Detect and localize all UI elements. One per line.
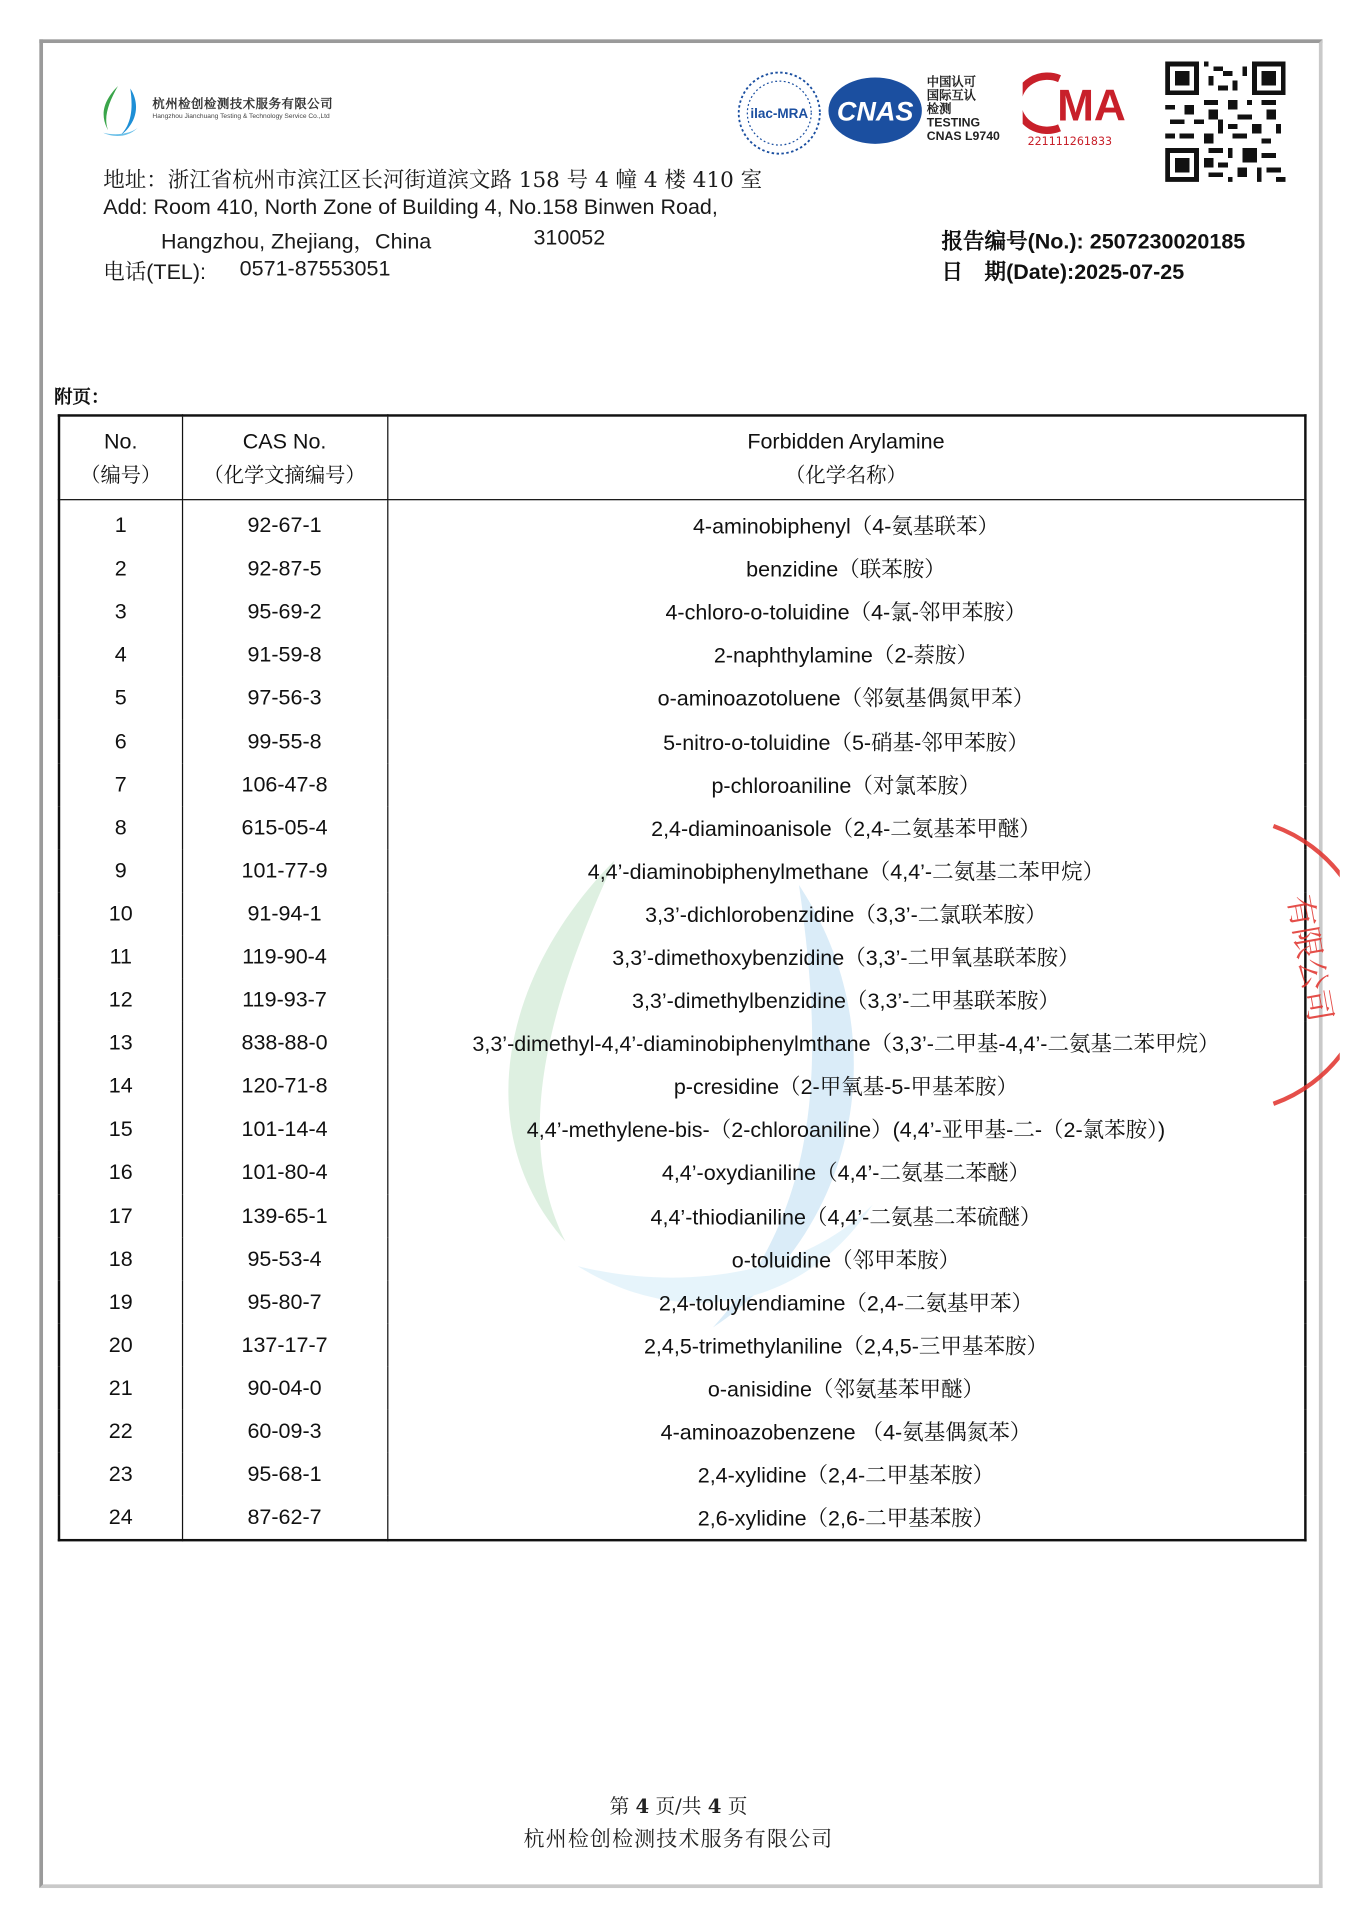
table-row — [59, 1108, 1305, 1151]
cma-label: MA — [1057, 81, 1126, 131]
table-row — [59, 1324, 1305, 1367]
table-row — [59, 935, 1305, 978]
cell-cas: 60-09-3 — [182, 1410, 387, 1453]
page-current: 4 — [635, 1794, 650, 1818]
table-row — [59, 1237, 1305, 1280]
report-number-value: 2507230020185 — [1089, 228, 1246, 254]
cnas-text-line: 中国认可 — [926, 76, 976, 90]
cell-name: 2,4-toluylendiamine（2,4-二氨基甲苯） — [658, 1290, 1034, 1315]
cell-name: 3,3’-dimethylbenzidine（3,3’-二甲基联苯胺） — [631, 988, 1060, 1013]
cell-cas: 106-47-8 — [182, 763, 387, 806]
cell-no: 9 — [59, 849, 182, 892]
report-number-label: 报告编号(No.): — [941, 228, 1084, 254]
cell-cas: 119-93-7 — [182, 978, 387, 1021]
cell-no: 17 — [59, 1194, 182, 1237]
cell-cas: 101-77-9 — [182, 849, 387, 892]
postcode: 310052 — [533, 224, 606, 250]
cell-cas: 615-05-4 — [182, 806, 387, 849]
cell-no: 24 — [59, 1496, 182, 1540]
cell-name: 5-nitro-o-toluidine（5-硝基-邻甲苯胺） — [663, 729, 1029, 755]
cnas-text-line: TESTING — [926, 116, 981, 131]
table-row — [59, 677, 1305, 720]
cell-name: 2,4,5-trimethylaniline（2,4,5-三甲基苯胺） — [643, 1333, 1048, 1359]
cell-name: 2,4-diaminoanisole（2,4-二氨基苯甲醚） — [651, 815, 1041, 841]
header-name — [387, 415, 1305, 499]
cell-no: 3 — [59, 590, 182, 633]
cell-no: 11 — [59, 935, 182, 978]
address-en-line1: Add: Room 410, North Zone of Building 4, No.158 Binwen Road, — [103, 194, 718, 219]
cell-no: 6 — [59, 720, 182, 763]
cell-name: 2,4-xylidine（2,4-二甲基苯胺） — [697, 1462, 995, 1488]
cell-cas: 137-17-7 — [182, 1324, 387, 1367]
cell-name: o-toluidine（邻甲苯胺） — [731, 1247, 961, 1272]
cnas-label: CNAS — [836, 96, 914, 127]
cell-name: 3,3’-dichlorobenzidine（3,3’-二氯联苯胺） — [645, 902, 1047, 927]
header-cas-cn: （化学文摘编号） — [203, 462, 366, 487]
cell-cas: 87-62-7 — [182, 1496, 387, 1540]
company-seal-stamp — [1241, 811, 1339, 1118]
cell-no: 16 — [59, 1151, 182, 1194]
cell-name: benzidine（联苯胺） — [746, 556, 946, 582]
header-name-cn: （化学名称） — [785, 462, 907, 487]
cell-name: 3,3’-dimethoxybenzidine（3,3’-二甲氧基联苯胺） — [612, 945, 1080, 970]
cell-cas: 95-80-7 — [182, 1280, 387, 1323]
cell-cas: 91-59-8 — [182, 633, 387, 676]
page-total: 4 — [707, 1794, 722, 1818]
table-row — [59, 1367, 1305, 1410]
table-row — [59, 806, 1305, 849]
header-cas-en: CAS No. — [242, 428, 327, 453]
table-row — [59, 1065, 1305, 1108]
table-row — [59, 1453, 1305, 1496]
table-row — [59, 720, 1305, 763]
forbidden-arylamine-table — [58, 414, 1307, 1541]
cell-cas: 97-56-3 — [182, 677, 387, 720]
cell-no: 13 — [59, 1022, 182, 1065]
cell-cas: 92-87-5 — [182, 547, 387, 590]
cell-name: p-cresidine（2-甲氧基-5-甲基苯胺） — [673, 1074, 1019, 1100]
cell-cas: 90-04-0 — [182, 1367, 387, 1410]
cell-no: 7 — [59, 763, 182, 806]
cell-name: o-anisidine（邻氨基苯甲醚） — [707, 1376, 985, 1402]
company-logo — [96, 81, 145, 138]
cell-no: 19 — [59, 1280, 182, 1323]
cma-logo — [1023, 71, 1131, 135]
cell-no: 18 — [59, 1237, 182, 1280]
cell-no: 20 — [59, 1324, 182, 1367]
tel-number: 0571-87553051 — [239, 255, 391, 281]
cell-cas: 92-67-1 — [182, 500, 387, 547]
table-row — [59, 1280, 1305, 1323]
cell-name: 4-aminoazobenzene （4-氨基偶氮苯） — [660, 1419, 1032, 1445]
cell-no: 5 — [59, 677, 182, 720]
cell-cas: 838-88-0 — [182, 1022, 387, 1065]
ilac-label: ilac-MRA — [750, 106, 809, 122]
table-row — [59, 849, 1305, 892]
table-row — [59, 763, 1305, 806]
cell-name: 4,4’-thiodianiline（4,4’-二氨基二苯硫醚） — [650, 1204, 1042, 1229]
table-row — [59, 1022, 1305, 1065]
cell-no: 14 — [59, 1065, 182, 1108]
header-cas — [182, 415, 387, 499]
cma-number: 221111261833 — [1027, 136, 1113, 149]
cell-no: 22 — [59, 1410, 182, 1453]
cell-cas: 120-71-8 — [182, 1065, 387, 1108]
cell-name: o-aminoazotoluene（邻氨基偶氮甲苯） — [657, 686, 1035, 711]
page-indicator — [0, 1791, 1357, 1819]
cell-cas: 95-69-2 — [182, 590, 387, 633]
tel-label: 电话(TEL): — [103, 259, 207, 284]
cell-name: 4,4’-diaminobiphenylmethane（4,4’-二氨基二苯甲烷） — [587, 858, 1105, 884]
table-row — [59, 978, 1305, 1021]
footer-company: 杭州检创检测技术服务有限公司 — [523, 1827, 834, 1853]
company-name-cn: 杭州检创检测技术服务有限公司 — [152, 98, 334, 112]
cell-cas: 95-68-1 — [182, 1453, 387, 1496]
table-row — [59, 1496, 1305, 1540]
cell-name: 2,6-xylidine（2,6-二甲基苯胺） — [697, 1506, 995, 1531]
cell-no: 1 — [59, 500, 182, 547]
cell-name: p-chloroaniline（对氯苯胺） — [711, 772, 981, 798]
cnas-logo — [826, 74, 924, 148]
table-row — [59, 1194, 1305, 1237]
page-prefix: 第 — [609, 1794, 630, 1818]
ilac-mra-logo — [735, 69, 823, 158]
address-en-line2: Hangzhou, Zhejiang，China — [161, 228, 432, 254]
table-row — [59, 633, 1305, 676]
page-middle: 页/共 — [655, 1794, 702, 1818]
cell-no: 15 — [59, 1108, 182, 1151]
cell-cas: 101-80-4 — [182, 1151, 387, 1194]
report-number — [942, 225, 1246, 256]
cell-no: 10 — [59, 892, 182, 935]
cell-name: 4-chloro-o-toluidine（4-氯-邻甲苯胺） — [665, 600, 1027, 625]
cell-no: 2 — [59, 547, 182, 590]
table-row — [59, 892, 1305, 935]
appendix-label: 附页： — [54, 385, 110, 409]
table-row — [59, 1151, 1305, 1194]
cell-cas: 91-94-1 — [182, 892, 387, 935]
cell-cas: 101-14-4 — [182, 1108, 387, 1151]
cell-cas: 139-65-1 — [182, 1194, 387, 1237]
cell-name: 4-aminobiphenyl（4-氨基联苯） — [692, 513, 999, 539]
cell-cas: 119-90-4 — [182, 935, 387, 978]
cell-name: 2-naphthylamine（2-萘胺） — [713, 643, 979, 668]
cnas-text-line: 国际互认 — [926, 89, 976, 104]
table-header-row — [59, 415, 1305, 499]
report-date-label: 日 期(Date): — [941, 259, 1075, 284]
cell-cas: 99-55-8 — [182, 720, 387, 763]
cell-name: 4,4’-oxydianiline（4,4’-二氨基二苯醚） — [661, 1160, 1031, 1186]
cnas-text-line: CNAS L9740 — [926, 130, 1000, 144]
cnas-text-line: 检测 — [926, 103, 952, 117]
cell-no: 8 — [59, 806, 182, 849]
cell-name: 3,3’-dimethyl-4,4’-diaminobiphenylmthane（3,3’-二甲基-4,4’-二氨基二苯甲烷） — [472, 1031, 1220, 1057]
page-suffix: 页 — [727, 1794, 748, 1818]
cnas-text — [927, 76, 1000, 144]
table-row — [59, 590, 1305, 633]
cell-no: 23 — [59, 1453, 182, 1496]
cell-name: 4,4’-methylene-bis-（2-chloroaniline）(4,4’-亚甲基-二-（2-氯苯胺）) — [526, 1117, 1166, 1143]
header-no-cn: （编号） — [80, 462, 162, 487]
company-name-en: Hangzhou Jianchuang Testing & Technology Service Co.,Ltd — [152, 113, 330, 121]
cell-cas: 95-53-4 — [182, 1237, 387, 1280]
cell-no: 4 — [59, 633, 182, 676]
seal-char: 有限公司 — [1280, 892, 1340, 1025]
report-date-value: 2025-07-25 — [1074, 259, 1185, 284]
address-cn: 地址：浙江省杭州市滨江区长河街道滨文路 158 号 4 幢 4 楼 410 室 — [103, 168, 763, 193]
table-row — [59, 547, 1305, 590]
report-date — [942, 256, 1185, 287]
table-row — [59, 500, 1305, 547]
cell-no: 21 — [59, 1367, 182, 1410]
table-row — [59, 1410, 1305, 1453]
header-no-en: No. — [104, 428, 138, 453]
header-name-en: Forbidden Arylamine — [747, 428, 945, 453]
header-no — [59, 415, 182, 499]
cell-no: 12 — [59, 978, 182, 1021]
qr-code-icon — [1165, 61, 1285, 181]
